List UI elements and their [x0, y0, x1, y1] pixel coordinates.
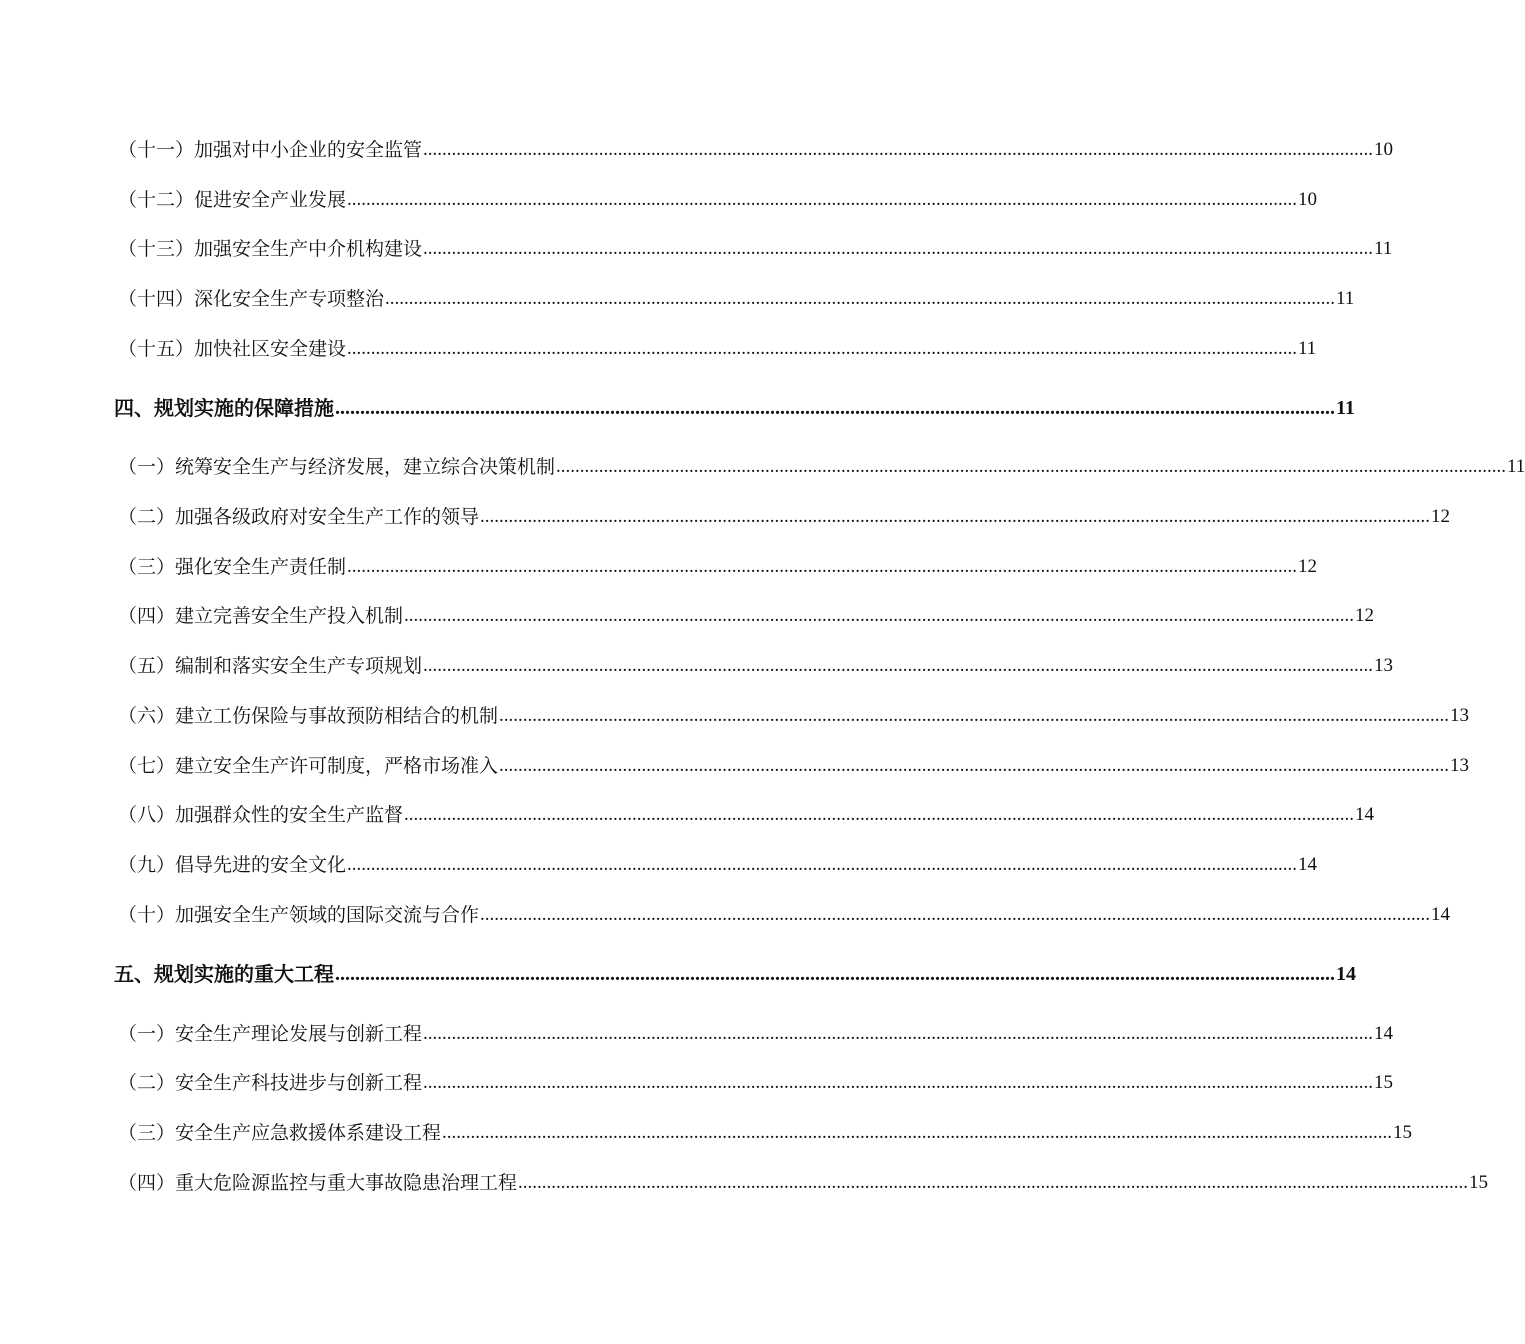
- toc-leader-dots: ........................................................................................................................................................................................................: [347, 338, 1298, 359]
- toc-leader-dots: ........................................................................................................................................................................................................: [335, 397, 1335, 419]
- toc-entry[interactable]: [118, 334, 1317, 364]
- toc-chapter-entry[interactable]: [114, 959, 1356, 989]
- toc-leader-dots: ........................................................................................................................................................................................................: [423, 1072, 1374, 1093]
- toc-entry-label: （五）编制和落实安全生产专项规划: [118, 655, 423, 677]
- toc-page-number: 15: [1469, 1172, 1489, 1193]
- toc-page-number: 10: [1298, 189, 1318, 210]
- toc-page-number: 11: [1336, 288, 1355, 309]
- toc-entry-label: （二）安全生产科技进步与创新工程: [118, 1072, 423, 1094]
- toc-page-number: 14: [1431, 904, 1451, 925]
- toc-leader-dots: ........................................................................................................................................................................................................: [404, 605, 1355, 626]
- toc-page-number: 11: [1298, 338, 1317, 359]
- toc-page-number: 14: [1298, 854, 1318, 875]
- toc-page-number: 13: [1374, 655, 1394, 676]
- toc-entry-label: （一）安全生产理论发展与创新工程: [118, 1023, 423, 1045]
- toc-entry[interactable]: [118, 185, 1318, 215]
- toc-entry-label: （十三）加强安全生产中介机构建设: [118, 238, 423, 260]
- toc-leader-dots: ........................................................................................................................................................................................................: [556, 456, 1507, 477]
- toc-entry-label: （九）倡导先进的安全文化: [118, 854, 347, 876]
- toc-leader-dots: ........................................................................................................................................................................................................: [423, 655, 1374, 676]
- toc-page-number: 11: [1336, 397, 1355, 419]
- toc-page-number: 10: [1374, 139, 1394, 160]
- toc-entry[interactable]: [118, 701, 1470, 731]
- toc-entry[interactable]: [118, 452, 1525, 482]
- toc-leader-dots: ........................................................................................................................................................................................................: [423, 139, 1374, 160]
- toc-entry[interactable]: [118, 850, 1318, 880]
- toc-leader-dots: ........................................................................................................................................................................................................: [480, 506, 1431, 527]
- toc-entry-label: 四、规划实施的保障措施: [114, 396, 334, 420]
- toc-page-number: 11: [1374, 238, 1393, 259]
- toc-entry-label: （六）建立工伤保险与事故预防相结合的机制: [118, 705, 499, 727]
- toc-entry[interactable]: [118, 1118, 1413, 1148]
- toc-page-number: 14: [1374, 1023, 1394, 1044]
- toc-entry-label: （四）建立完善安全生产投入机制: [118, 605, 404, 627]
- toc-entry-label: （七）建立安全生产许可制度，严格市场准入: [118, 755, 499, 777]
- toc-page-number: 11: [1507, 456, 1525, 477]
- toc-leader-dots: ........................................................................................................................................................................................................: [518, 1172, 1469, 1193]
- toc-page-number: 15: [1393, 1122, 1413, 1143]
- toc-page-number: 12: [1355, 605, 1375, 626]
- toc-entry-label: （一）统筹安全生产与经济发展，建立综合决策机制: [118, 456, 556, 478]
- toc-entry[interactable]: [118, 1068, 1394, 1098]
- toc-leader-dots: ........................................................................................................................................................................................................: [442, 1122, 1393, 1143]
- toc-entry-label: （八）加强群众性的安全生产监督: [118, 804, 404, 826]
- toc-entry-label: （四）重大危险源监控与重大事故隐患治理工程: [118, 1172, 518, 1194]
- toc-leader-dots: ........................................................................................................................................................................................................: [423, 1023, 1374, 1044]
- toc-entry[interactable]: [118, 601, 1375, 631]
- toc-entry-label: （十五）加快社区安全建设: [118, 338, 347, 360]
- toc-leader-dots: ........................................................................................................................................................................................................: [404, 804, 1355, 825]
- toc-chapter-entry[interactable]: [114, 393, 1355, 423]
- toc-entry[interactable]: [118, 651, 1394, 681]
- toc-entry-label: （十二）促进安全产业发展: [118, 189, 347, 211]
- toc-entry-label: （十一）加强对中小企业的安全监管: [118, 139, 423, 161]
- toc-page-number: 13: [1450, 705, 1470, 726]
- toc-page-number: 12: [1298, 556, 1318, 577]
- toc-entry[interactable]: [118, 751, 1470, 781]
- toc-entry[interactable]: [118, 234, 1393, 264]
- toc-page-number: 14: [1336, 963, 1356, 985]
- toc-leader-dots: ........................................................................................................................................................................................................: [480, 904, 1431, 925]
- toc-entry[interactable]: [118, 1168, 1489, 1198]
- toc-leader-dots: ........................................................................................................................................................................................................: [385, 288, 1336, 309]
- toc-page-number: 14: [1355, 804, 1375, 825]
- toc-page-number: 15: [1374, 1072, 1394, 1093]
- toc-entry[interactable]: [118, 135, 1394, 165]
- toc-page-number: 12: [1431, 506, 1451, 527]
- toc-entry[interactable]: [118, 800, 1375, 830]
- toc-entry-label: （二）加强各级政府对安全生产工作的领导: [118, 506, 480, 528]
- toc-entry-label: 五、规划实施的重大工程: [114, 962, 334, 986]
- toc-leader-dots: ........................................................................................................................................................................................................: [335, 963, 1335, 985]
- toc-entry-label: （三）安全生产应急救援体系建设工程: [118, 1122, 442, 1144]
- toc-leader-dots: ........................................................................................................................................................................................................: [347, 556, 1298, 577]
- toc-entry-label: （十）加强安全生产领域的国际交流与合作: [118, 904, 480, 926]
- toc-leader-dots: ........................................................................................................................................................................................................: [499, 705, 1450, 726]
- toc-entry-label: （十四）深化安全生产专项整治: [118, 288, 385, 310]
- toc-leader-dots: ........................................................................................................................................................................................................: [347, 189, 1298, 210]
- toc-page-number: 13: [1450, 755, 1470, 776]
- toc-entry[interactable]: [118, 552, 1318, 582]
- toc-entry[interactable]: [118, 1019, 1394, 1049]
- toc-entry-label: （三）强化安全生产责任制: [118, 556, 347, 578]
- toc-entry[interactable]: [118, 900, 1451, 930]
- toc-leader-dots: ........................................................................................................................................................................................................: [347, 854, 1298, 875]
- toc-leader-dots: ........................................................................................................................................................................................................: [499, 755, 1450, 776]
- toc-entry[interactable]: [118, 284, 1355, 314]
- toc-entry[interactable]: [118, 502, 1451, 532]
- toc-leader-dots: ........................................................................................................................................................................................................: [423, 238, 1374, 259]
